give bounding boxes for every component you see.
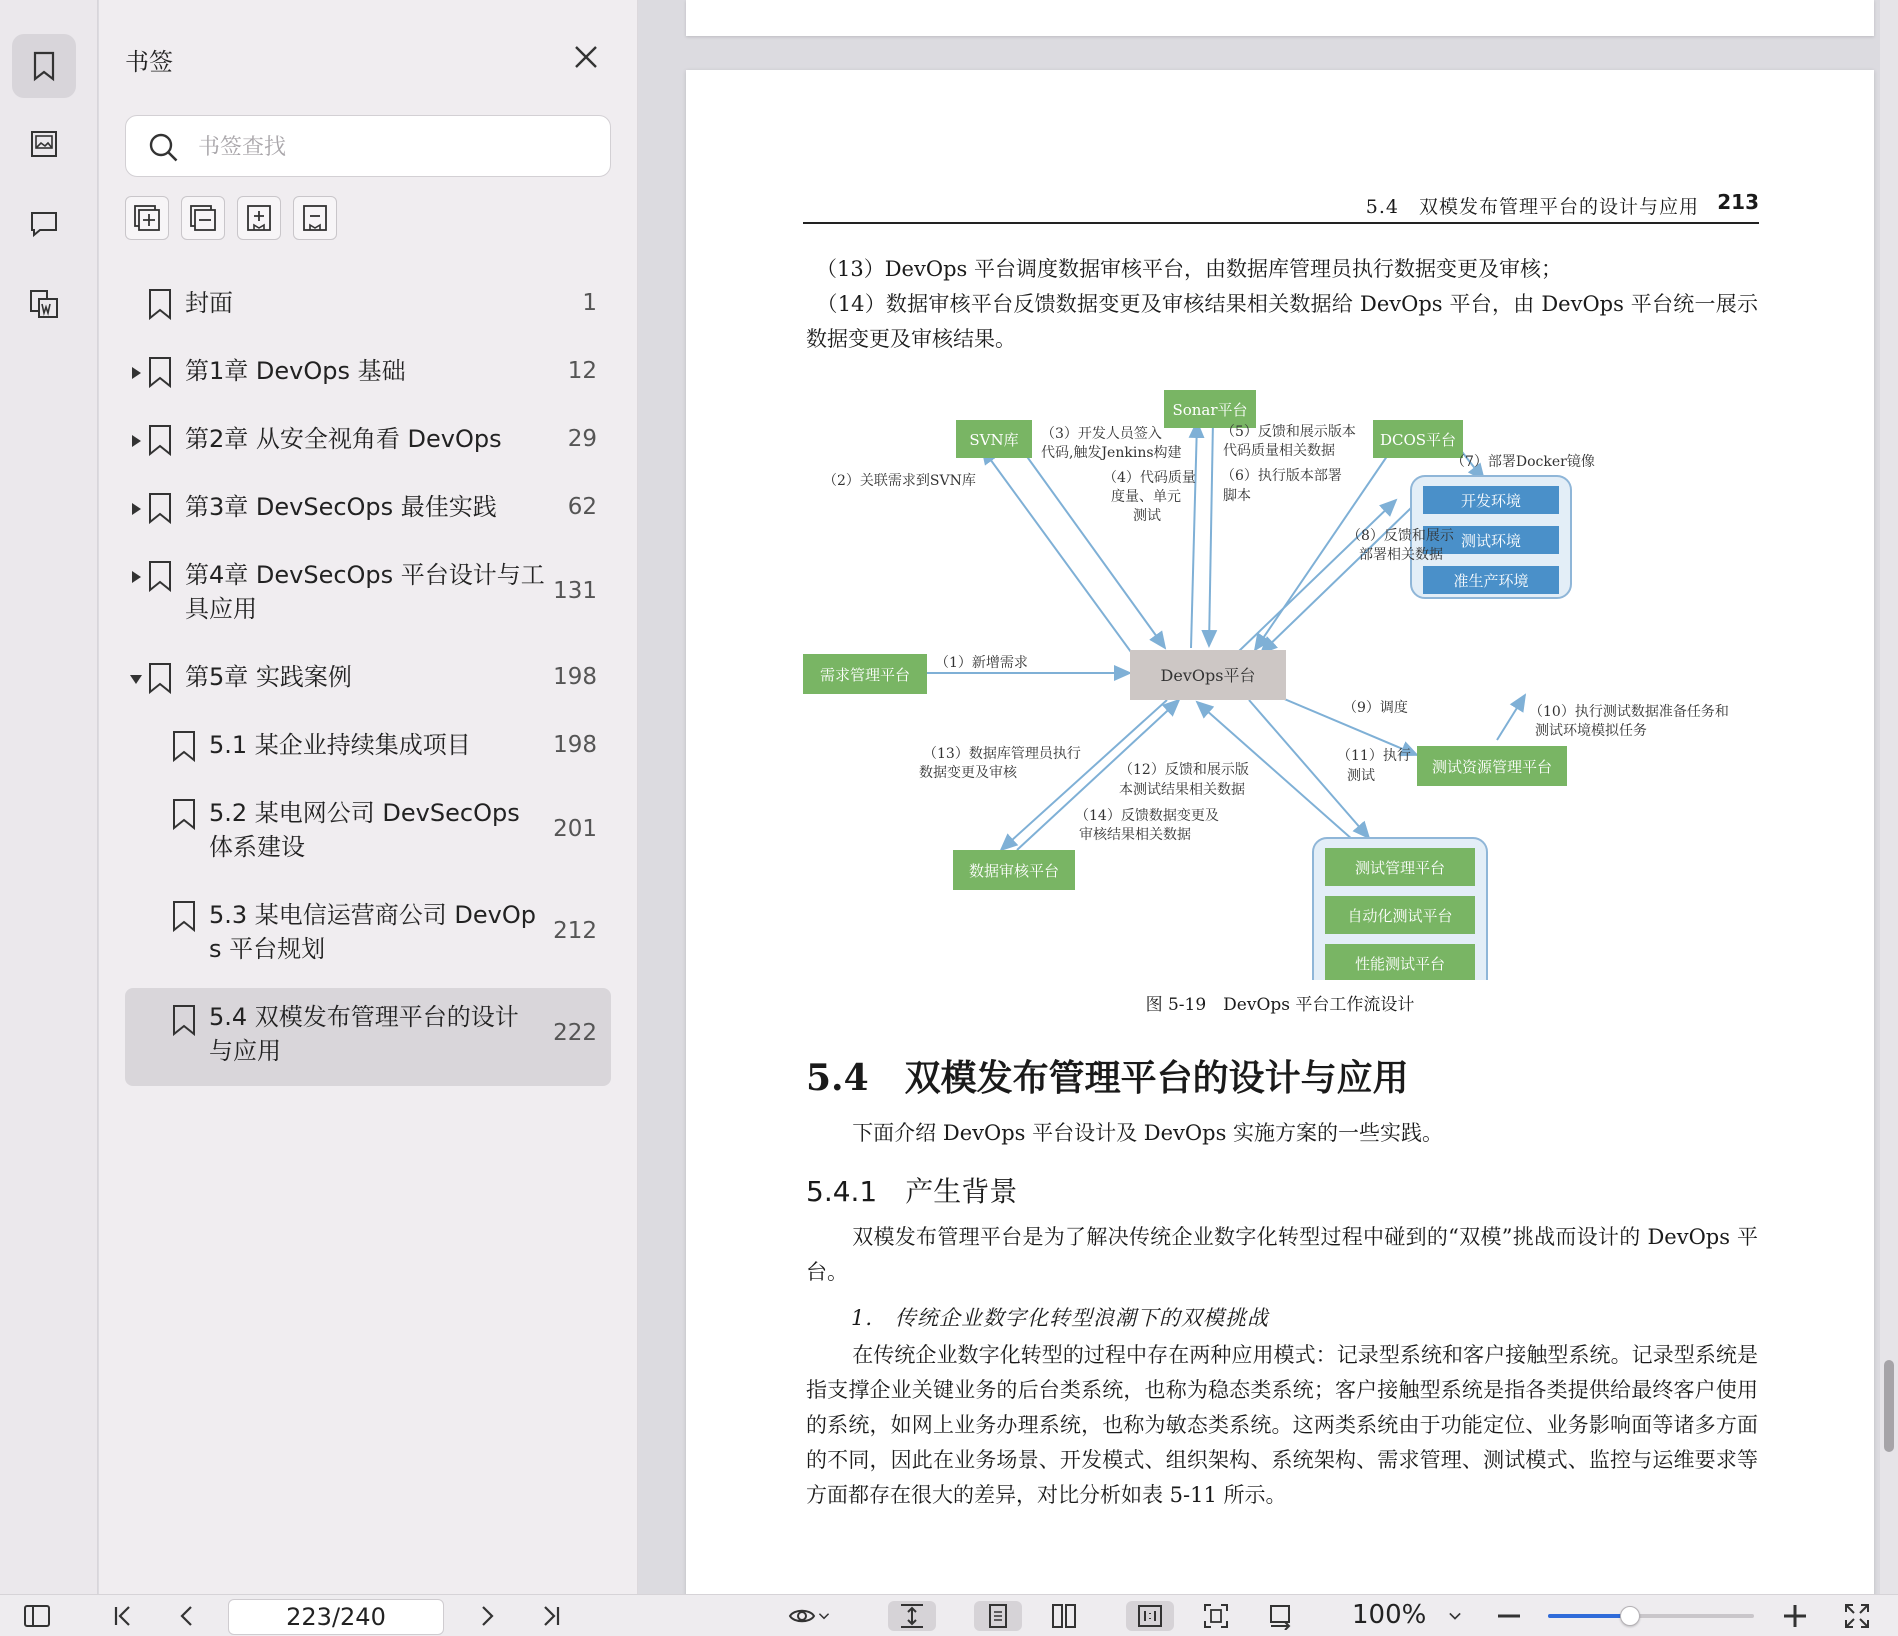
edge-label-12b: 本测试结果相关数据: [1119, 782, 1245, 798]
bookmark-item-chapter1[interactable]: [125, 348, 611, 398]
bookmark-item-cover[interactable]: [125, 280, 611, 330]
center-node-label: DevOps平台: [1160, 666, 1256, 685]
bookmark-icon: [171, 900, 197, 932]
svn-node-label: SVN库: [969, 431, 1019, 449]
bookmark-label: 封面: [185, 289, 233, 317]
edge-label-5b: 代码质量相关数据: [1223, 443, 1335, 459]
paragraph-13: （13）DevOps 平台调度数据审核平台，由数据库管理员执行数据变更及审核；: [816, 257, 1562, 281]
bookmark-page: 1: [582, 290, 597, 316]
last-page-icon: [537, 1602, 565, 1630]
actual-size-button[interactable]: [1126, 1601, 1174, 1631]
bookmark-search: [125, 115, 611, 177]
bookmark-item-5-3[interactable]: [125, 892, 611, 976]
env-dev-label: 开发环境: [1460, 492, 1522, 510]
bookmark-item-chapter4[interactable]: [125, 552, 611, 636]
collapse-all-button[interactable]: [181, 196, 225, 240]
first-page-icon: [109, 1602, 137, 1630]
paragraph-14: （14）数据审核平台反馈数据变更及审核结果相关数据给 DevOps 平台，由 DevOps 平台统一展示数据变更及审核结果。: [806, 292, 1758, 351]
first-page-button[interactable]: [106, 1601, 140, 1631]
panel-title: 书签: [125, 48, 173, 76]
running-head-title: 5.4 双模发布管理平台的设计与应用: [1365, 196, 1699, 218]
requirement-node-label: 需求管理平台: [819, 666, 911, 684]
bookmark-label: 第3章 DevSecOps 最佳实践: [185, 493, 497, 521]
edge-label-4a: （4）代码质量: [1103, 470, 1196, 486]
devops-workflow-diagram: [803, 370, 1763, 980]
chevron-right-icon[interactable]: [129, 570, 143, 584]
chevron-right-icon[interactable]: [129, 502, 143, 516]
fit-height-button[interactable]: [888, 1601, 936, 1631]
edge-label-14b: 审核结果相关数据: [1079, 827, 1191, 843]
paragraph-dual-mode: 在传统企业数字化转型的过程中存在两种应用模式：记录型系统和客户接触型系统。记录型系统是指支撑企业关键业务的后台类系统，也称为稳态类系统；客户接触型系统是指各类提供给最终客户使用的系统，如网上业务办理系统，也称为敏态类系统。这两类系统由于功能定位、业务影响面等诸多方面的不同，因此在业务场景、开发模式、组织架构、系统架构、需求管理、测试模式、监控与运维要求等方面都存在很大的差异，对比分析如表 5-11 所示。: [806, 1343, 1758, 1507]
bottom-toolbar: [0, 1594, 1898, 1636]
bookmark-item-5-4[interactable]: [125, 988, 611, 1086]
sonar-node-label: Sonar平台: [1172, 401, 1248, 419]
auto-test-label: 自动化测试平台: [1347, 907, 1453, 925]
bookmark-item-chapter5[interactable]: [125, 654, 611, 704]
figure-caption: 图 5-19 DevOps 平台工作流设计: [1145, 995, 1415, 1015]
bookmark-icon: [147, 424, 173, 456]
edge-label-12a: （12）反馈和展示版: [1119, 762, 1249, 778]
remove-bookmark-button[interactable]: [293, 196, 337, 240]
bookmark-page: 12: [567, 358, 597, 384]
bookmark-label-line2: 与应用: [209, 1037, 281, 1065]
bookmark-page: 198: [553, 664, 597, 690]
bookmark-icon: [27, 49, 61, 83]
edge-label-1: （1）新增需求: [935, 655, 1028, 671]
bookmark-item-chapter2[interactable]: [125, 416, 611, 466]
annotation-panel-button[interactable]: [12, 192, 76, 256]
env-test-label: 测试环境: [1460, 532, 1522, 550]
edge-label-9: （9）调度: [1343, 700, 1408, 716]
zoom-slider-knob[interactable]: [1620, 1606, 1640, 1626]
close-icon[interactable]: [573, 44, 599, 70]
view-mode-dropdown[interactable]: [780, 1601, 840, 1631]
env-preprod-label: 准生产环境: [1453, 572, 1529, 590]
chevron-right-icon: [473, 1602, 501, 1630]
bookmark-item-5-2[interactable]: [125, 790, 611, 874]
bookmark-panel: [99, 0, 638, 1594]
bookmark-page: 29: [567, 426, 597, 452]
dcos-node-label: DCOS平台: [1379, 431, 1457, 449]
bookmark-page: 222: [553, 1020, 597, 1046]
edge-label-13a: （13）数据库管理员执行: [923, 746, 1081, 762]
chevron-right-icon[interactable]: [129, 366, 143, 380]
chevron-down-icon: [1446, 1607, 1464, 1625]
left-rail: [0, 0, 98, 1594]
edge-label-7: （7）部署Docker镜像: [1451, 454, 1595, 470]
thumbnail-panel-button[interactable]: [12, 112, 76, 176]
word-convert-button[interactable]: [12, 272, 76, 336]
zoom-slider-fill: [1548, 1614, 1630, 1618]
test-resource-node-label: 测试资源管理平台: [1431, 758, 1553, 776]
section-intro: 下面介绍 DevOps 平台设计及 DevOps 实施方案的一些实践。: [852, 1121, 1444, 1145]
zoom-out-button[interactable]: [1494, 1601, 1524, 1631]
double-page-icon: [1050, 1602, 1078, 1630]
chevron-right-icon[interactable]: [129, 434, 143, 448]
previous-page-button[interactable]: [170, 1601, 204, 1631]
zoom-in-button[interactable]: [1780, 1601, 1810, 1631]
search-icon: [148, 132, 180, 164]
zoom-slider[interactable]: [1548, 1614, 1754, 1618]
bookmark-label-line1: 5.3 某电信运营商公司 DevOp: [209, 901, 536, 929]
chevron-down-icon[interactable]: [129, 672, 143, 686]
edge-label-8a: （8）反馈和展示: [1347, 528, 1454, 544]
edge-label-4c: 测试: [1133, 508, 1161, 524]
image-icon: [27, 127, 61, 161]
bookmark-search-input[interactable]: [198, 128, 588, 166]
expand-all-button[interactable]: [125, 196, 169, 240]
bookmark-label-line2: 具应用: [185, 595, 257, 623]
bookmark-panel-button[interactable]: [12, 34, 76, 98]
remove-bookmark-icon: [300, 203, 330, 233]
word-document-icon: [27, 287, 61, 321]
bookmark-label: 5.1 某企业持续集成项目: [209, 731, 471, 759]
single-page-button[interactable]: [974, 1601, 1022, 1631]
edge-label-5a: （5）反馈和展示版本: [1221, 424, 1356, 440]
data-audit-node-label: 数据审核平台: [968, 862, 1060, 880]
bookmark-icon: [147, 560, 173, 592]
bookmark-icon: [171, 798, 197, 830]
chevron-down-icon: [816, 1608, 832, 1624]
edge-label-3a: （3）开发人员签入: [1041, 426, 1162, 442]
section-heading: 5.4 双模发布管理平台的设计与应用: [806, 1057, 1409, 1099]
add-bookmark-icon: [244, 203, 274, 233]
rotate-button[interactable]: [1260, 1601, 1300, 1631]
edge-label-10a: （10）执行测试数据准备任务和: [1529, 704, 1729, 720]
document-viewport[interactable]: [639, 0, 1879, 1594]
bookmark-label-line1: 5.2 某电网公司 DevSecOps: [209, 799, 520, 827]
edge-label-14a: （14）反馈数据变更及: [1075, 808, 1219, 824]
next-page-button[interactable]: [470, 1601, 504, 1631]
fit-page-icon: [1202, 1602, 1230, 1630]
bookmark-label: 第2章 从安全视角看 DevOps: [185, 425, 502, 453]
edge-label-8b: 部署相关数据: [1359, 547, 1443, 563]
bookmark-page: 131: [553, 578, 597, 604]
bookmark-icon: [171, 1004, 197, 1036]
edge-label-6b: 脚本: [1223, 488, 1251, 504]
bookmark-label-line2: 体系建设: [209, 833, 305, 861]
bookmark-page: 62: [567, 494, 597, 520]
bookmark-label: 第5章 实践案例: [185, 663, 352, 691]
edge-label-4b: 度量、单元: [1111, 489, 1181, 505]
edge-label-2: （2）关联需求到SVN库: [823, 473, 976, 489]
running-head: [803, 192, 1759, 224]
test-mgmt-label: 测试管理平台: [1354, 859, 1446, 877]
bookmark-icon: [147, 492, 173, 524]
edge-label-3b: 代码,触发Jenkins构建: [1041, 445, 1182, 461]
plus-icon: [1781, 1602, 1809, 1630]
subsection-heading: 5.4.1 产生背景: [806, 1175, 1018, 1208]
fullscreen-button[interactable]: [1840, 1601, 1874, 1631]
minus-icon: [1495, 1602, 1523, 1630]
bookmark-label-line2: s 平台规划: [209, 935, 326, 963]
fit-page-button[interactable]: [1196, 1601, 1236, 1631]
zoom-level[interactable]: 100%: [1352, 1600, 1427, 1630]
expand-all-icon: [132, 203, 162, 233]
bookmark-label-line1: 第4章 DevSecOps 平台设计与工: [185, 561, 545, 589]
bookmark-label-line1: 5.4 双模发布管理平台的设计: [209, 1003, 519, 1031]
edge-label-11a: （11）执行: [1337, 748, 1411, 764]
bookmark-item-5-1[interactable]: [125, 722, 611, 772]
bookmark-page: 198: [553, 732, 597, 758]
bookmark-icon: [171, 730, 197, 762]
double-page-button[interactable]: [1044, 1601, 1084, 1631]
previous-page: [686, 0, 1874, 36]
single-page-icon: [984, 1602, 1012, 1630]
vertical-scrollbar[interactable]: [1880, 0, 1898, 1594]
last-page-button[interactable]: [534, 1601, 568, 1631]
paragraph-background: 双模发布管理平台是为了解决传统企业数字化转型过程中碰到的“双模”挑战而设计的 DevOps 平台。: [806, 1225, 1758, 1284]
collapse-all-icon: [188, 203, 218, 233]
edge-label-11b: 测试: [1347, 768, 1375, 784]
eye-icon: [788, 1602, 816, 1630]
edge-label-13b: 数据变更及审核: [919, 765, 1017, 781]
bookmark-icon: [147, 288, 173, 320]
item-heading: 1. 传统企业数字化转型浪潮下的双模挑战: [851, 1306, 1270, 1330]
toggle-sidebar-button[interactable]: [20, 1601, 54, 1631]
bookmark-page: 201: [553, 816, 597, 842]
perf-test-label: 性能测试平台: [1354, 955, 1446, 973]
page-indicator-input[interactable]: 223/240: [228, 1599, 444, 1635]
bookmark-page: 212: [553, 918, 597, 944]
comment-icon: [27, 207, 61, 241]
add-bookmark-button[interactable]: [237, 196, 281, 240]
bookmark-label: 第1章 DevOps 基础: [185, 357, 406, 385]
page-number: 213: [1717, 190, 1759, 214]
fullscreen-icon: [1843, 1602, 1871, 1630]
bookmark-item-chapter3[interactable]: [125, 484, 611, 534]
edge-label-6a: （6）执行版本部署: [1221, 468, 1342, 484]
chevron-left-icon: [173, 1602, 201, 1630]
current-page: [686, 70, 1874, 1600]
actual-size-icon: [1136, 1602, 1164, 1630]
rotate-icon: [1266, 1602, 1294, 1630]
zoom-dropdown-button[interactable]: [1440, 1601, 1470, 1631]
bookmark-icon: [147, 356, 173, 388]
fit-height-icon: [898, 1602, 926, 1630]
scrollbar-thumb[interactable]: [1884, 1360, 1894, 1452]
bookmark-icon: [147, 662, 173, 694]
sidebar-icon: [23, 1602, 51, 1630]
edge-label-10b: 测试环境模拟任务: [1535, 723, 1647, 739]
